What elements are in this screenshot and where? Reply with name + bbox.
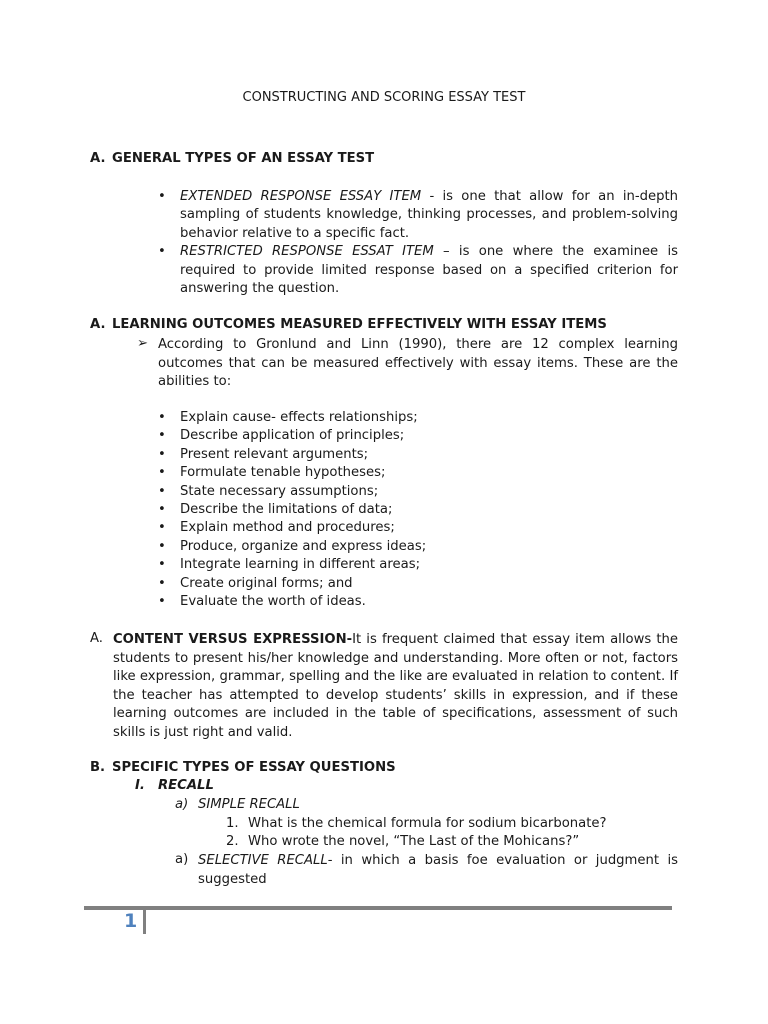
arrow-bullet-icon: ➢ [137,336,149,351]
bullet-icon: • [158,594,166,610]
ability-text: Produce, organize and express ideas; [180,538,427,554]
list-item [158,409,678,427]
ability-text: Present relevant arguments; [180,446,369,462]
item-label: a) [175,852,189,867]
question-number: 2. [226,834,239,849]
document-title: CONSTRUCTING AND SCORING ESSAY TEST [242,90,526,105]
ability-text: Explain method and procedures; [180,520,395,536]
section-label: A. [90,317,106,332]
list-item [158,593,678,611]
bullet-icon: • [158,520,166,536]
list-item [158,464,678,482]
ability-text: Evaluate the worth of ideas. [180,594,366,610]
ability-text: State necessary assumptions; [180,483,379,499]
list-item [158,575,678,593]
question-text: What is the chemical formula for sodium bicarbonate? [248,816,607,831]
footer-vertical-rule [143,910,146,934]
section-heading-text: SPECIFIC TYPES OF ESSAY QUESTIONS [112,760,396,775]
paragraph-text: It is frequent claimed that essay item allows the students to present his/her knowledge and understanding. More often or not, factors like expression, grammar, spelling and the like are evaluated in relation to content. If the teacher has attempted to develop students’ skills in expression, and if these learning outcomes are included in the table of specifications, assessment of such skills is just right and valid. [113,632,678,740]
bullet-icon: • [158,502,166,518]
item-term: RESTRICTED RESPONSE ESSAT ITEM [180,244,434,260]
list-item [158,556,678,574]
section-label: A. [90,631,103,646]
essay-types-list [158,188,678,298]
bullet-icon: • [158,428,166,444]
list-item [158,519,678,537]
ability-text: Integrate learning in different areas; [180,557,421,573]
ability-text: Describe the limitations of data; [180,502,393,518]
paragraph-text: - in which a basis foe evaluation or judgment is suggested [198,853,678,887]
bullet-icon: • [158,538,166,554]
list-item [158,483,678,501]
bullet-icon: • [158,557,166,573]
list-item [158,538,678,556]
content-vs-expression-paragraph [113,631,678,743]
list-item [158,188,678,243]
ability-text: Create original forms; and [180,575,353,591]
abilities-list [158,409,678,611]
list-item [158,427,678,445]
section-label: A. [90,151,106,166]
subsection-heading-recall: RECALL [158,778,214,793]
section-heading-content-vs-expression: CONTENT VERSUS EXPRESSION- [113,632,353,647]
bullet-icon: • [158,189,166,204]
ability-text: Describe application of principles; [180,428,405,444]
selective-recall-heading: SELECTIVE RECALL [198,853,328,868]
section-heading-text: LEARNING OUTCOMES MEASURED EFFECTIVELY WITH ESSAY ITEMS [112,317,607,332]
list-item [158,501,678,519]
list-item [158,446,678,464]
ability-text: Formulate tenable hypotheses; [180,465,386,481]
ability-text: Explain cause- effects relationships; [180,410,418,425]
item-label: a) [175,797,189,812]
item-text: - is one that allow for an in-depth sampling of students knowledge, thinking processes, and problem-solving behavior relative to a specific fact. [180,189,678,241]
item-text: – is one where the examinee is required to provide limited response based on a specified criterion for answering the question. [180,244,678,297]
bullet-icon: • [158,446,166,462]
footer-rule [84,906,672,910]
list-item [158,243,678,298]
learning-outcomes-intro: According to Gronlund and Linn (1990), there are 12 complex learning outcomes that can be measured effectively with essay items. These are the abilities to: [158,337,678,390]
section-heading-specific-types [90,760,396,775]
selective-recall-paragraph [198,852,678,889]
bullet-icon: • [158,483,166,499]
page-number: 1 [124,910,138,932]
bullet-icon: • [158,465,166,481]
bullet-icon: • [158,575,166,591]
subsection-label: I. [135,778,145,793]
simple-recall-heading: SIMPLE RECALL [198,797,300,812]
section-heading-general-types [90,151,374,166]
question-text: Who wrote the novel, “The Last of the Mohicans?” [248,834,580,849]
bullet-icon: • [158,410,166,425]
section-heading-learning-outcomes [90,317,607,332]
bullet-icon: • [158,244,166,260]
question-number: 1. [226,816,239,831]
item-term: EXTENDED RESPONSE ESSAY ITEM [180,189,422,204]
section-heading-text: GENERAL TYPES OF AN ESSAY TEST [112,151,375,166]
section-label: B. [90,760,106,775]
